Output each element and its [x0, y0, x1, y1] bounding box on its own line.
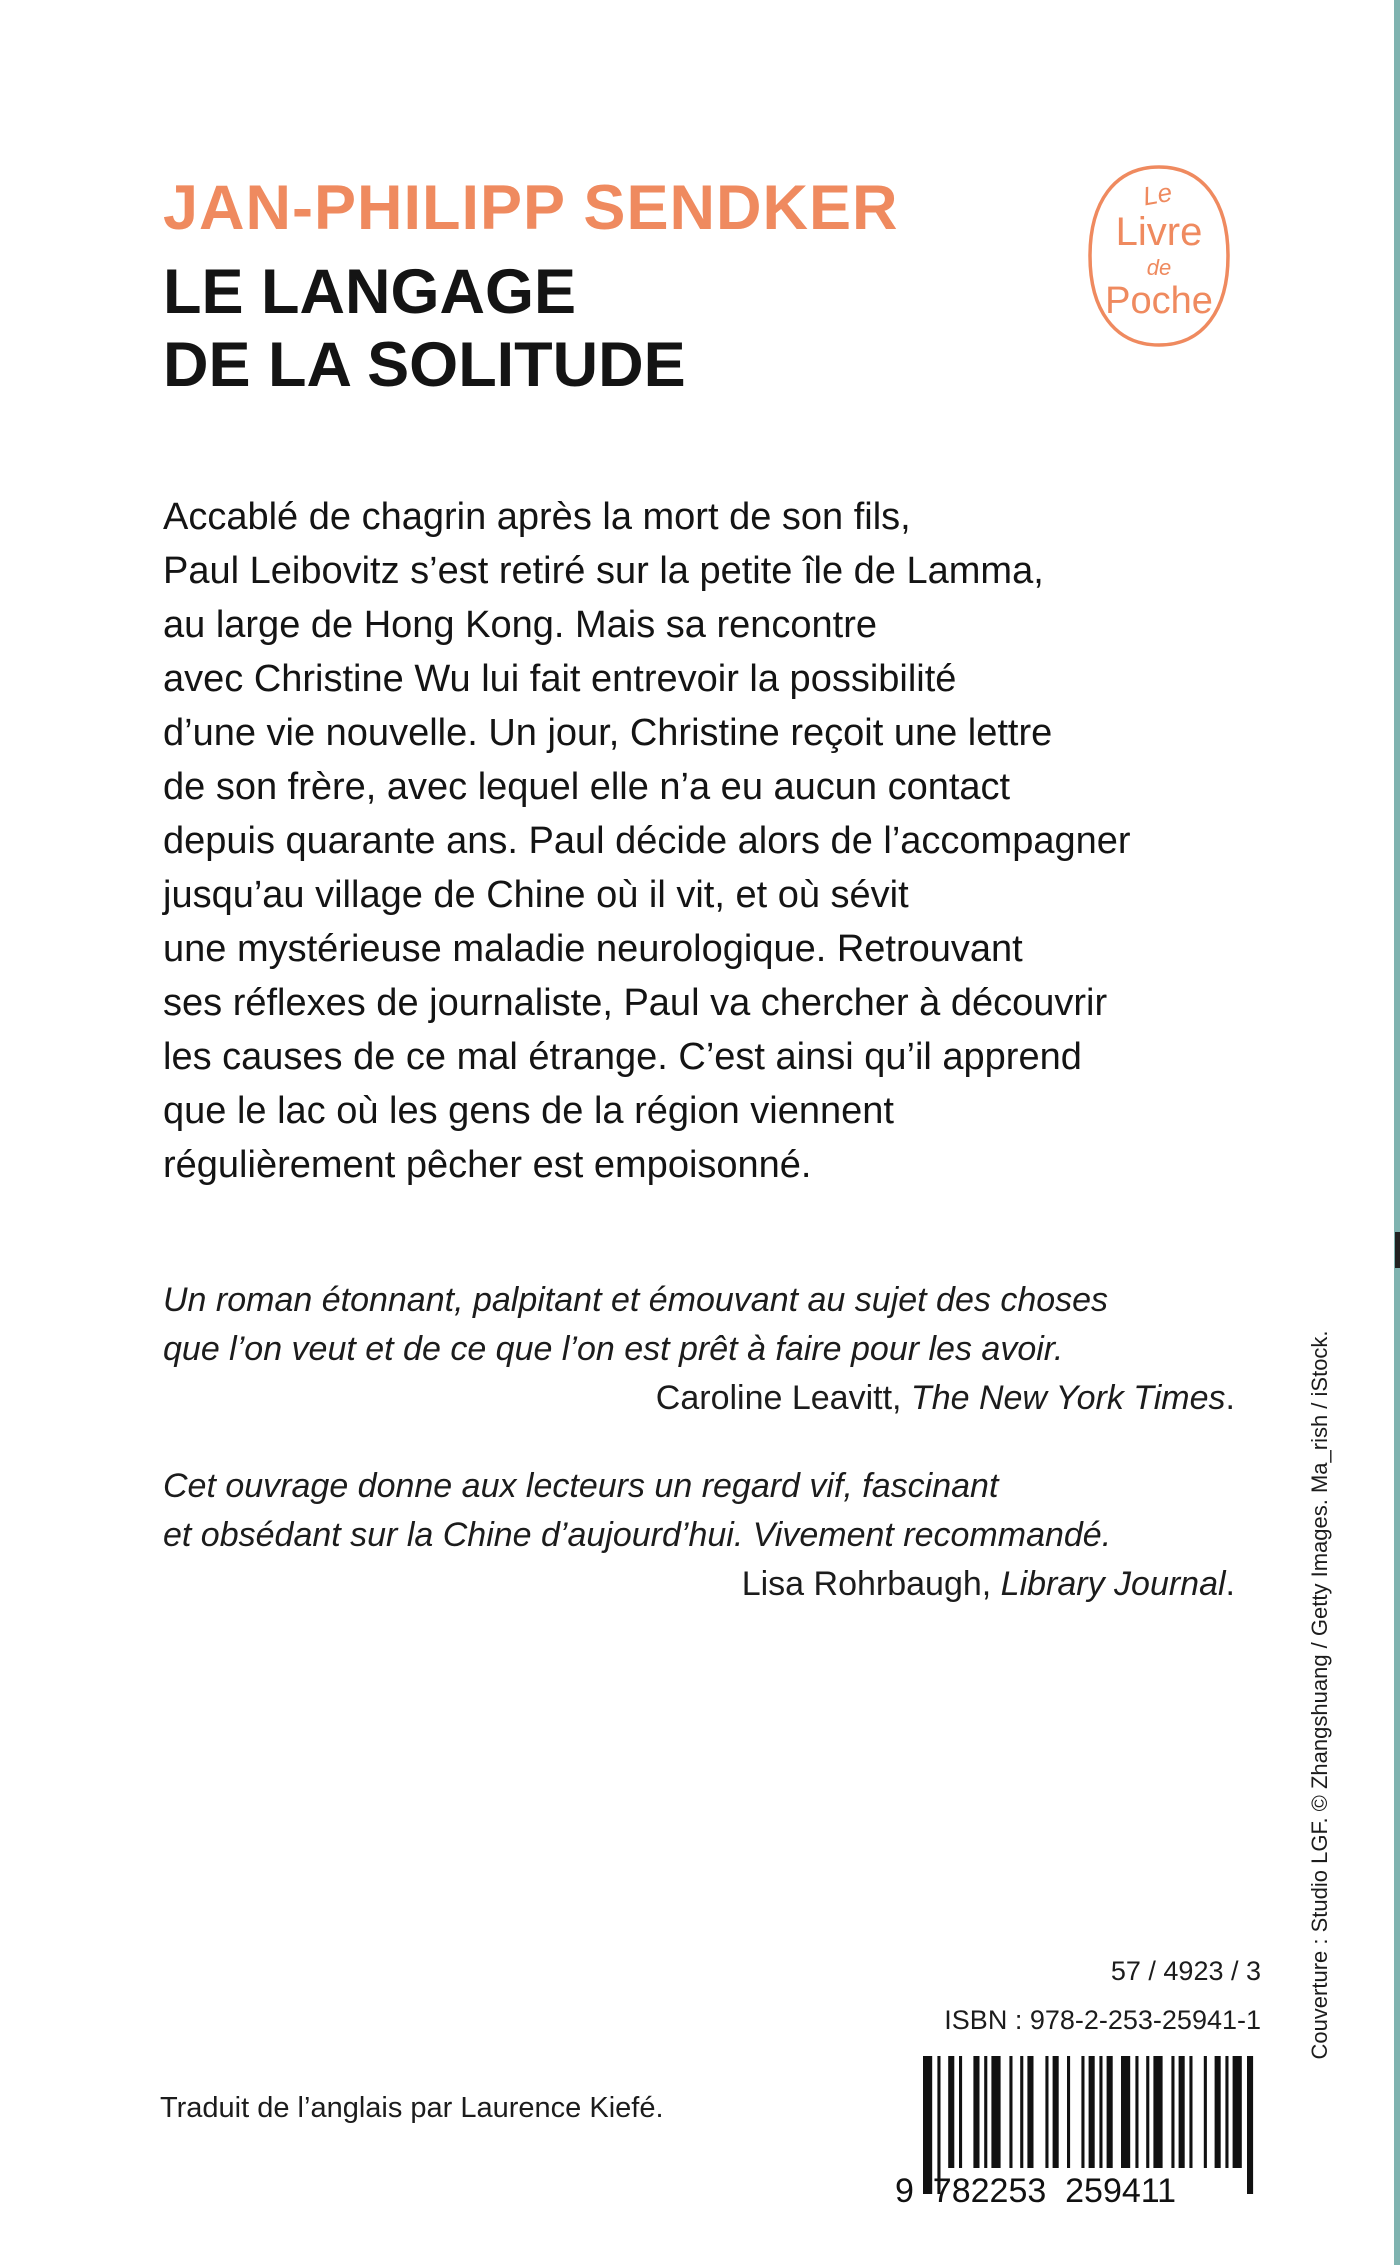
barcode-bar — [1067, 2056, 1070, 2168]
blurb-line: régulièrement pêcher est empoisonné. — [163, 1144, 812, 1186]
barcode-bar — [1020, 2056, 1023, 2168]
barcode-bar — [1027, 2056, 1033, 2168]
blurb-line: depuis quarante ans. Paul décide alors de l’accompagner — [163, 820, 1131, 862]
blurb-line: avec Christine Wu lui fait entrevoir la possibilité — [163, 658, 957, 700]
quote-author: Caroline Leavitt, — [655, 1379, 911, 1417]
cover-credit-wrap — [1298, 1290, 1342, 2100]
quote-end: . — [1225, 1379, 1235, 1417]
logo-word-de: de — [1146, 255, 1172, 280]
barcode-bar — [948, 2056, 954, 2168]
barcode-bar — [1146, 2056, 1149, 2168]
quote-end: . — [1225, 1565, 1235, 1603]
barcode-bar — [984, 2056, 987, 2168]
review-quote-library-journal — [163, 1462, 1235, 1609]
blurb-line: au large de Hong Kong. Mais sa rencontre — [163, 604, 877, 646]
title-line-2: DE LA SOLITUDE — [163, 330, 686, 400]
barcode-bar — [1247, 2056, 1253, 2194]
blurb-line: d’une vie nouvelle. Un jour, Christine reçoit une lettre — [163, 712, 1053, 754]
barcode-bar — [973, 2056, 979, 2168]
livre-de-poche-logo — [1086, 163, 1232, 349]
barcode-bar — [1135, 2056, 1138, 2168]
quote-source: Library Journal — [1000, 1565, 1226, 1603]
barcode-bar — [1189, 2056, 1192, 2168]
quote-source: The New York Times — [910, 1379, 1226, 1417]
barcode-bar — [1179, 2056, 1185, 2168]
logo-word-poche: Poche — [1105, 280, 1213, 322]
barcode-bar — [1053, 2056, 1059, 2168]
blurb-line: que le lac où les gens de la région viennent — [163, 1090, 894, 1132]
barcode-bar — [959, 2056, 962, 2168]
book-title — [163, 256, 686, 402]
catalog-code: 57 / 4923 / 3 — [1110, 1956, 1261, 1986]
barcode-bar — [1045, 2056, 1048, 2168]
translator-credit: Traduit de l’anglais par Laurence Kiefé. — [160, 2092, 664, 2124]
blurb-line: ses réflexes de journaliste, Paul va chercher à découvrir — [163, 982, 1108, 1024]
barcode-bar — [1171, 2056, 1174, 2168]
blurb-line: Paul Leibovitz s’est retiré sur la petite île de Lamma, — [163, 550, 1044, 592]
quote-line: Un roman étonnant, palpitant et émouvant au sujet des choses — [163, 1281, 1109, 1319]
barcode-bar — [1107, 2056, 1113, 2168]
quote-attribution — [163, 1560, 1235, 1609]
blurb-line: une mystérieuse maladie neurologique. Retrouvant — [163, 928, 1023, 970]
barcode-bar — [1225, 2056, 1228, 2168]
quote-attribution — [163, 1374, 1235, 1423]
barcode-digits: 9 782253 259411 — [895, 2172, 1177, 2206]
cover-credit: Couverture : Studio LGF. © Zhangshuang / Getty Images. Ma_rish / iStock. — [1307, 1330, 1332, 2060]
quote-author: Lisa Rohrbaugh, — [741, 1565, 1001, 1603]
logo-word-livre: Livre — [1115, 210, 1203, 254]
quote-line: que l’on veut et de ce que l’on est prêt à faire pour les avoir. — [163, 1330, 1064, 1368]
blurb-line: de son frère, avec lequel elle n’a eu aucun contact — [163, 766, 1011, 808]
barcode-bar — [1233, 2056, 1242, 2168]
barcode-bar — [1153, 2056, 1162, 2168]
quote-line: Cet ouvrage donne aux lecteurs un regard vif, fascinant — [163, 1467, 999, 1505]
quote-line: et obsédant sur la Chine d’aujourd’hui. Vivement recommandé. — [163, 1516, 1112, 1554]
author-name: JAN-PHILIPP SENDKER — [163, 173, 899, 243]
barcode-bar — [1099, 2056, 1102, 2168]
isbn: ISBN : 978-2-253-25941-1 — [944, 2005, 1261, 2035]
back-cover-blurb — [163, 490, 1243, 1192]
barcode-bar — [1204, 2056, 1207, 2168]
blurb-line: Accablé de chagrin après la mort de son fils, — [163, 496, 911, 538]
barcode-bar — [991, 2056, 1000, 2168]
barcode-bar — [1215, 2056, 1221, 2168]
edge-mark — [1395, 1232, 1400, 1268]
barcode-bar — [1009, 2056, 1012, 2168]
title-line-1: LE LANGAGE — [163, 257, 577, 327]
barcode — [895, 2056, 1265, 2206]
spine-edge — [1394, 0, 1400, 2265]
logo-word-le: Le — [1140, 176, 1175, 212]
blurb-line: jusqu’au village de Chine où il vit, et où sévit — [163, 874, 909, 916]
barcode-bar — [1121, 2056, 1130, 2168]
blurb-line: les causes de ce mal étrange. C’est ainsi qu’il apprend — [163, 1036, 1082, 1078]
barcode-bar — [1089, 2056, 1095, 2168]
review-quote-nyt — [163, 1276, 1235, 1423]
barcode-bar — [1081, 2056, 1084, 2168]
